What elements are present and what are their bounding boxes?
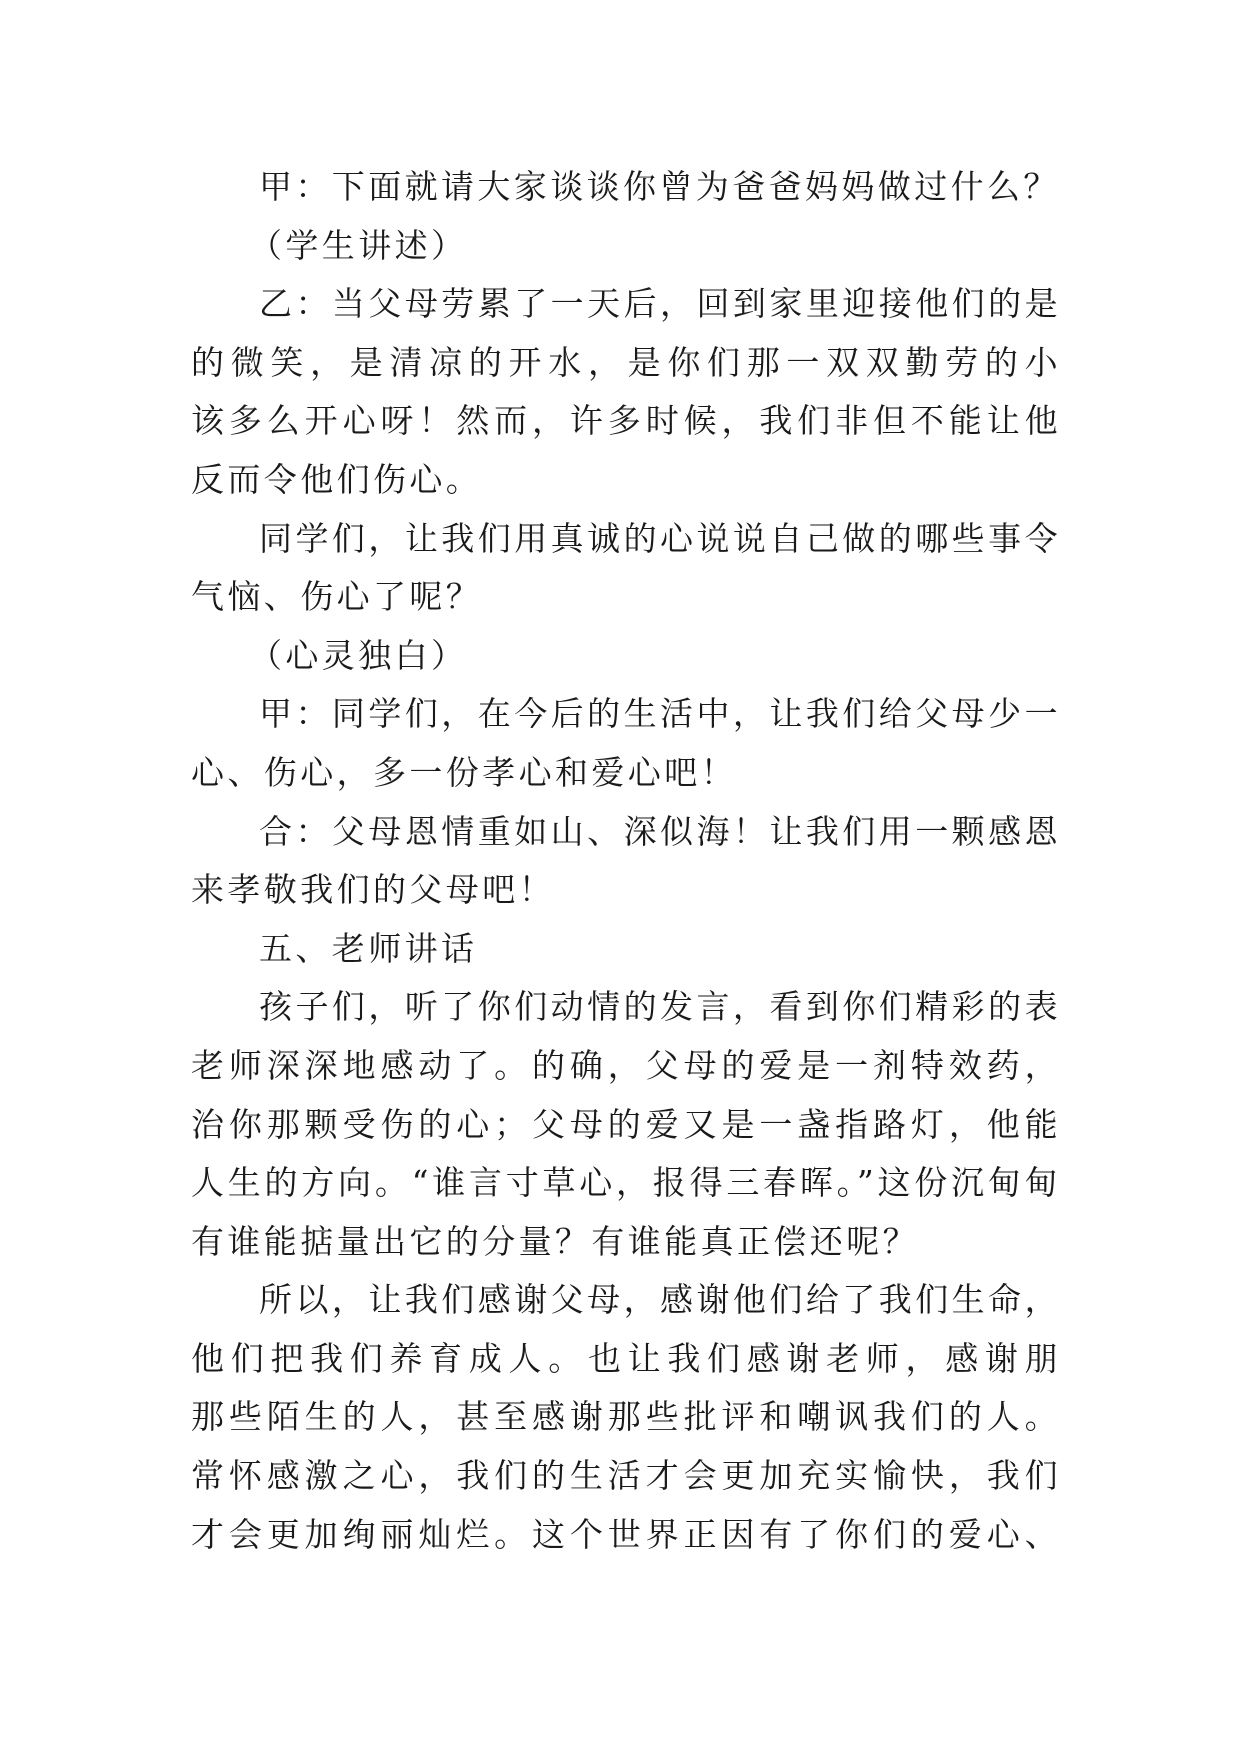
- text-line: 反而令他们伤心。: [191, 459, 483, 499]
- text-line: 老师深深地感动了。的确，父母的爱是一剂特效药，: [191, 1045, 1061, 1085]
- text-line: 同学们，让我们用真诚的心说说自己做的哪些事令: [259, 518, 1061, 558]
- text-line: 才会更加绚丽灿烂。这个世界正因有了你们的爱心、: [191, 1514, 1061, 1554]
- text-line: 那些陌生的人，甚至感谢那些批评和嘲讽我们的人。: [191, 1397, 1061, 1437]
- text-line: 常怀感激之心，我们的生活才会更加充实愉快，我们: [191, 1456, 1061, 1496]
- text-line: 他们把我们养育成人。也让我们感谢老师，感谢朋: [191, 1338, 1061, 1378]
- text-line: 合：父母恩情重如山、深似海！让我们用一颗感恩: [259, 811, 1061, 851]
- document-body: [191, 158, 1061, 1564]
- text-line: 有谁能掂量出它的分量？有谁能真正偿还呢？: [191, 1221, 919, 1261]
- text-line: 来孝敬我们的父母吧！: [191, 870, 555, 910]
- text-line: 甲：下面就请大家谈谈你曾为爸爸妈妈做过什么？: [259, 167, 1060, 206]
- text-line: 孩子们，听了你们动情的发言，看到你们精彩的表: [259, 987, 1061, 1027]
- text-line: 五、老师讲话: [259, 928, 478, 968]
- text-line: 该多么开心呀！然而，许多时候，我们非但不能让他: [191, 401, 1061, 441]
- text-line: 心、伤心，多一份孝心和爱心吧！: [191, 752, 737, 792]
- text-line: 所以，让我们感谢父母，感谢他们给了我们生命，: [259, 1280, 1061, 1320]
- text-line: 人生的方向。“谁言寸草心，报得三春晖。”这份沉甸甸: [191, 1163, 1061, 1203]
- text-line: （心灵独白）: [249, 635, 468, 675]
- text-line: 甲：同学们，在今后的生活中，让我们给父母少一: [259, 694, 1061, 734]
- text-line: 治你那颗受伤的心；父母的爱又是一盏指路灯，他能: [191, 1104, 1061, 1144]
- text-line: 乙：当父母劳累了一天后，回到家里迎接他们的是: [259, 284, 1061, 324]
- text-line: （学生讲述）: [249, 225, 468, 265]
- text-line: 的微笑，是清凉的开水，是你们那一双双勤劳的小: [191, 342, 1061, 382]
- text-line: 气恼、伤心了呢？: [191, 577, 483, 617]
